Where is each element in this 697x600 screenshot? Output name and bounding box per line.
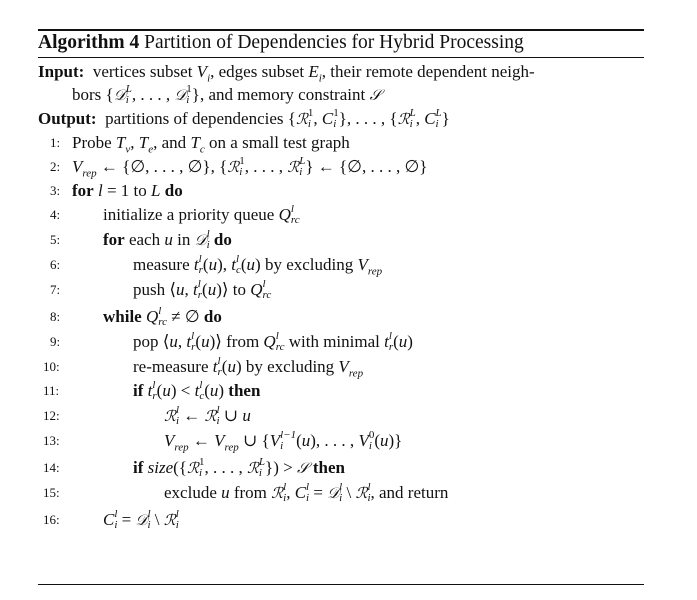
input-text: vertices subset $V_i$, edges subset $E_i$, their remote dependent neigh- <box>92 62 535 85</box>
line-number: 5: <box>50 232 61 247</box>
line-number: 16: <box>43 512 60 527</box>
line-number: 13: <box>43 433 60 448</box>
input-row <box>38 62 535 85</box>
line-number: 1: <box>50 135 61 150</box>
output-label: Output: <box>38 109 97 128</box>
algorithm-label: Algorithm 4 <box>38 32 140 53</box>
line-text: exclude u from ℛ l i , C l i = 𝒟 l i \ ℛ l i , and return <box>164 481 449 505</box>
line-number: 10: <box>43 359 60 374</box>
line-text: re-measure t l r (u) by excluding $V_{rep}$ <box>133 355 364 380</box>
line-text: $V_{rep}$ ← {∅, . . . , ∅}, {ℛ 1 i , . . . , ℛ L i } ← {∅, . . . , ∅} <box>72 155 428 180</box>
output-row <box>38 109 450 131</box>
line-text: if t l r (u) < t l c (u) then <box>133 379 261 403</box>
line-text: for l = 1 to L do <box>72 181 183 200</box>
line-text: $V_{rep}$ ← $V_{rep}$ ∪ {V l−1 i (u), . . . , V 0 i (u)} <box>164 429 403 454</box>
line-number: 12: <box>43 408 60 423</box>
line-number: 8: <box>50 309 61 324</box>
line-text: while Q l rc ≠ ∅ do <box>103 305 222 329</box>
line-number: 15: <box>43 485 60 500</box>
line-text: C l i = 𝒟 l i \ ℛ l i <box>103 508 179 532</box>
line-number: 3: <box>50 183 61 198</box>
line-number: 7: <box>50 282 61 297</box>
line-number: 4: <box>50 207 61 222</box>
line-number: 11: <box>43 383 60 398</box>
line-number: 6: <box>50 257 61 272</box>
line-number: 2: <box>50 159 61 174</box>
line-number: 14: <box>43 460 60 475</box>
line-text: measure t l r (u), t l c (u) by excluding $V_{rep}$ <box>133 253 383 278</box>
bottom-rule <box>38 584 644 585</box>
caption-rule <box>38 57 644 58</box>
line-text: Probe $T_v$, $T_e$, and $T_c$ on a small test graph <box>72 133 350 156</box>
algorithm-block <box>38 29 644 532</box>
line-text: push ⟨u, t l r (u)⟩ to Q l rc <box>133 278 272 302</box>
line-number: 9: <box>50 334 61 349</box>
line-text: if size({ℛ 1 i , . . . , ℛ L i }) > 𝒮 then <box>133 456 345 480</box>
line-text: ℛ l i ← ℛ l i ∪ u <box>164 404 251 428</box>
output-text: partitions of dependencies {ℛ 1 i , C 1 i }, . . . , {ℛ L i , C L i } <box>105 107 450 131</box>
input-row-cont: bors {𝒟 L i , . . . , 𝒟 1 i }, and memory constraint 𝒮 <box>72 83 382 107</box>
line-text: initialize a priority queue Q l rc <box>103 203 300 227</box>
line-text: pop ⟨u, t l r (u)⟩ from Q l rc with minimal t l r (u) <box>133 330 413 354</box>
algorithm-title: Partition of Dependencies for Hybrid Processing <box>144 32 524 53</box>
input-label: Input: <box>38 62 85 81</box>
line-text: for each u in 𝒟 l i do <box>103 228 232 252</box>
algorithm-caption <box>38 31 644 53</box>
